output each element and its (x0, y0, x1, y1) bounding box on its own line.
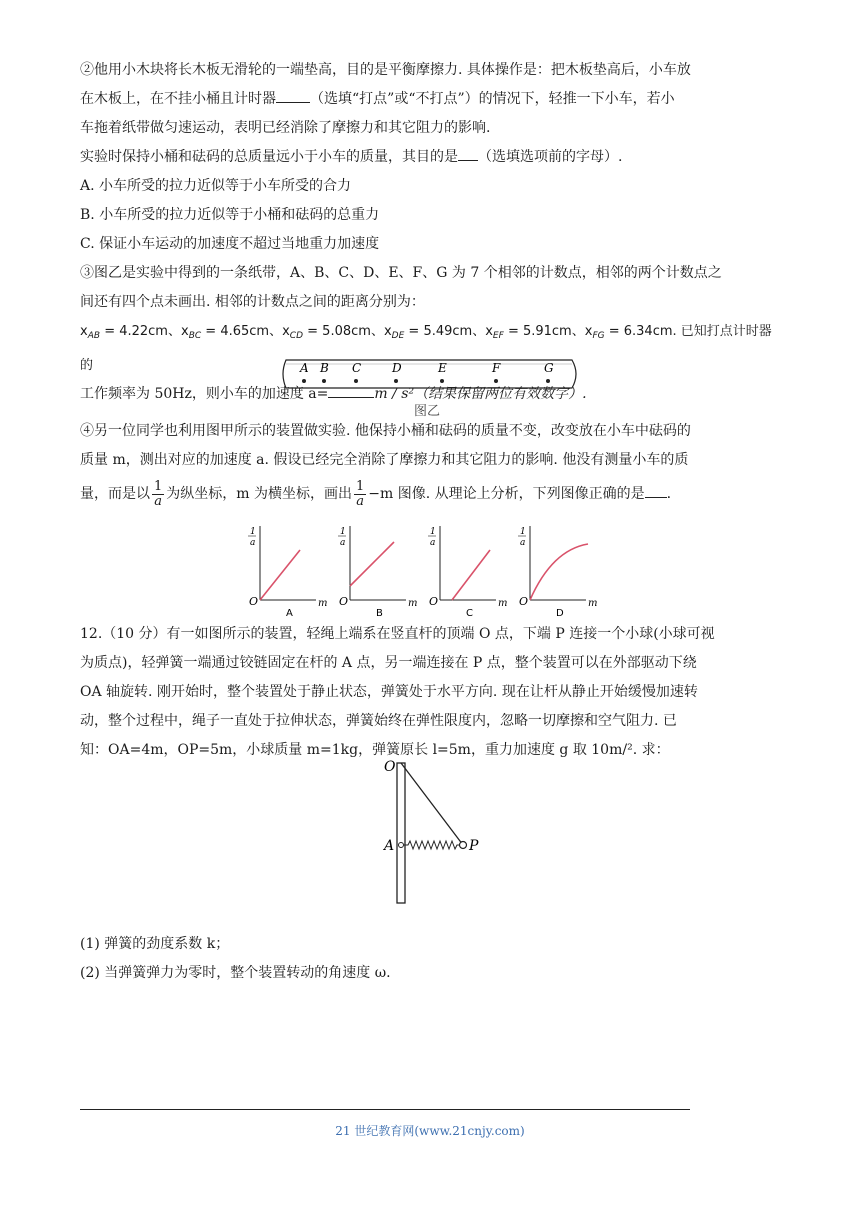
graph-option-label: D (556, 608, 564, 619)
distance-bc: $x_{BC} = 4.65cm$ (180, 324, 270, 341)
q12-line-5: 知：OA=4m，OP=5m，小球质量 m=1kg，弹簧原长 l=5m，重力加速度 g 取 10m/². 求： (80, 742, 670, 758)
para-3-line-2: 间还有四个点未画出. 相邻的计数点之间的距离分别为： (80, 294, 425, 310)
answer-blank-2[interactable] (458, 144, 478, 161)
distance-de: $x_{DE} = 5.49cm$ (383, 324, 473, 341)
para-4-line-3: 量，而是以 $\frac{1}{a}$ 为纵坐标，m 为横坐标，画出 $\frac{1}{a}$ −m 图像. 从理论上分析，下列图像正确的是 . (80, 478, 672, 509)
q12-line-3: OA 轴旋转. 刚开始时，整个装置处于静止状态，弹簧处于水平方向. 现在让杆从静止开始缓慢加速转 (80, 684, 698, 700)
tape-label-G: G (544, 361, 554, 375)
para-2-line-1: ②他用小木块将长木板无滑轮的一端垫高，目的是平衡摩擦力. 具体操作是：把木板垫高后，小车放 (80, 62, 691, 78)
fraction-1-over-a-2: $\frac{1}{a}$ (356, 478, 365, 509)
graph-C[interactable] (428, 526, 507, 619)
para-2-line-4: 实验时保持小桶和砝码的总质量远小于小车的质量，其目的是 （选填选项前的字母）. (80, 143, 772, 172)
graph-origin: O (519, 595, 529, 608)
graph-origin: O (249, 595, 259, 608)
para-4-line-1: ④另一位同学也利用图甲所示的装置做实验. 他保持小桶和砝码的质量不变，改变放在小车中砝码的 (80, 423, 691, 439)
graph-option-label: A (286, 608, 293, 619)
label-o: O (384, 759, 396, 775)
graph-ylabel-num: 1 (430, 527, 436, 537)
label-p: P (469, 838, 479, 854)
tape-label-E: E (438, 361, 447, 375)
label-a: A (384, 838, 395, 854)
para-2-line-2: 在木板上，在不挂小桶且计时器 （选填“打点”或“不打点”）的情况下，轻推一下小车，若小 (80, 85, 772, 114)
graph-xlabel: m (408, 598, 418, 609)
tape-label-F: F (492, 361, 501, 375)
answer-blank-4[interactable] (645, 481, 667, 498)
distance-list: $x_{AB} = 4.22cm$、$x_{BC} = 4.65cm$、$x_{CD} = 5.08cm$、$x_{DE} = 5.49cm$、$x_{EF} = 5.91cm$、$x_{FG} = 6.34cm$. 已知打点计时器的 (80, 324, 772, 373)
tape-label-C: C (352, 361, 362, 375)
option-a: A. 小车所受的拉力近似等于小车所受的合力 (80, 178, 352, 194)
sub-questions (80, 930, 772, 988)
graph-ylabel-num: 1 (250, 527, 256, 537)
graph-xlabel: m (588, 598, 598, 609)
graph-option-label: B (376, 608, 383, 619)
para-3-line-4: 工作频率为 50Hz，则小车的加速度 a= m / s²（结果保留两位有效数字）. (80, 380, 772, 409)
option-c: C. 保证小车运动的加速度不超过当地重力加速度 (80, 236, 380, 252)
graph-ylabel-num: 1 (520, 527, 526, 537)
graph-xlabel: m (318, 598, 328, 609)
distance-cd: $x_{CD} = 5.08cm$ (282, 324, 371, 341)
graph-curve-D (530, 544, 588, 600)
tape-dot-B (322, 379, 326, 383)
para-2-line-3: 车拖着纸带做匀速运动，表明已经消除了摩擦力和其它阻力的影响. (80, 120, 491, 136)
option-b: B. 小车所受的拉力近似等于小桶和砝码的总重力 (80, 207, 380, 223)
q12-line-1: 12.（10 分）有一如图所示的装置，轻绳上端系在竖直杆的顶端 O 点，下端 P 连接一个小球(小球可视 (80, 626, 715, 642)
tape-label-A: A (300, 361, 309, 375)
para-3-line-1: ③图乙是实验中得到的一条纸带，A、B、C、D、E、F、G 为 7 个相邻的计数点，相邻的两个计数点之 (80, 265, 722, 281)
tape-caption: 图乙 (414, 404, 441, 419)
footer-source: 21 世纪教育网(www.21cnjy.com) (335, 1124, 525, 1138)
fraction-1-over-a: $\frac{1}{a}$ (154, 478, 163, 509)
graph-B[interactable] (338, 526, 417, 619)
graph-curve-A (260, 550, 300, 600)
graph-curve-B (350, 542, 394, 586)
graph-curve-C (452, 550, 490, 600)
graph-option-label: C (466, 608, 473, 619)
tape-label-B: B (320, 361, 329, 375)
graph-options (238, 520, 618, 620)
graph-A[interactable] (248, 526, 327, 619)
tape-dot-C (354, 379, 358, 383)
distance-ab: $x_{AB} = 4.22cm$ (80, 324, 168, 341)
graph-xlabel: m (498, 598, 508, 609)
distance-ef: $x_{EF} = 5.91cm$ (485, 324, 572, 341)
rotating-device-figure (360, 755, 500, 915)
tape-dot-D (394, 379, 398, 383)
graph-origin: O (429, 595, 439, 608)
q12-line-4: 动，整个过程中，绳子一直处于拉伸状态，弹簧始终在弹性限度内，忽略一切摩擦和空气阻力. 已 (80, 713, 677, 729)
graph-ylabel-den: a (520, 538, 526, 548)
graph-D[interactable] (518, 526, 597, 619)
graph-ylabel-den: a (430, 538, 436, 548)
tape-dot-G (546, 379, 550, 383)
distance-fg: $x_{FG} = 6.34cm$ (584, 324, 673, 341)
tape-dot-F (494, 379, 498, 383)
graph-origin: O (339, 595, 349, 608)
tape-label-D: D (392, 361, 402, 375)
sub-question-2: (2) 当弹簧弹力为零时，整个装置转动的角速度 ω. (80, 965, 391, 981)
sub-question-1: (1) 弹簧的劲度系数 k； (80, 936, 230, 952)
tape-dot-A (302, 379, 306, 383)
para-4-line-2: 质量 m，测出对应的加速度 a. 假设已经完全消除了摩擦力和其它阻力的影响. 他没有测量小车的质 (80, 452, 689, 468)
graph-ylabel-den: a (250, 538, 256, 548)
graph-ylabel-den: a (340, 538, 346, 548)
answer-blank-1[interactable] (276, 86, 310, 103)
q12-line-2: 为质点)，轻弹簧一端通过铰链固定在杆的 A 点，另一端连接在 P 点，整个装置可以在外部驱动下绕 (80, 655, 697, 671)
tape-dot-E (440, 379, 444, 383)
para-4 (80, 417, 772, 513)
question-12 (80, 620, 772, 765)
graph-ylabel-num: 1 (340, 527, 346, 537)
footer-divider (80, 1109, 690, 1110)
